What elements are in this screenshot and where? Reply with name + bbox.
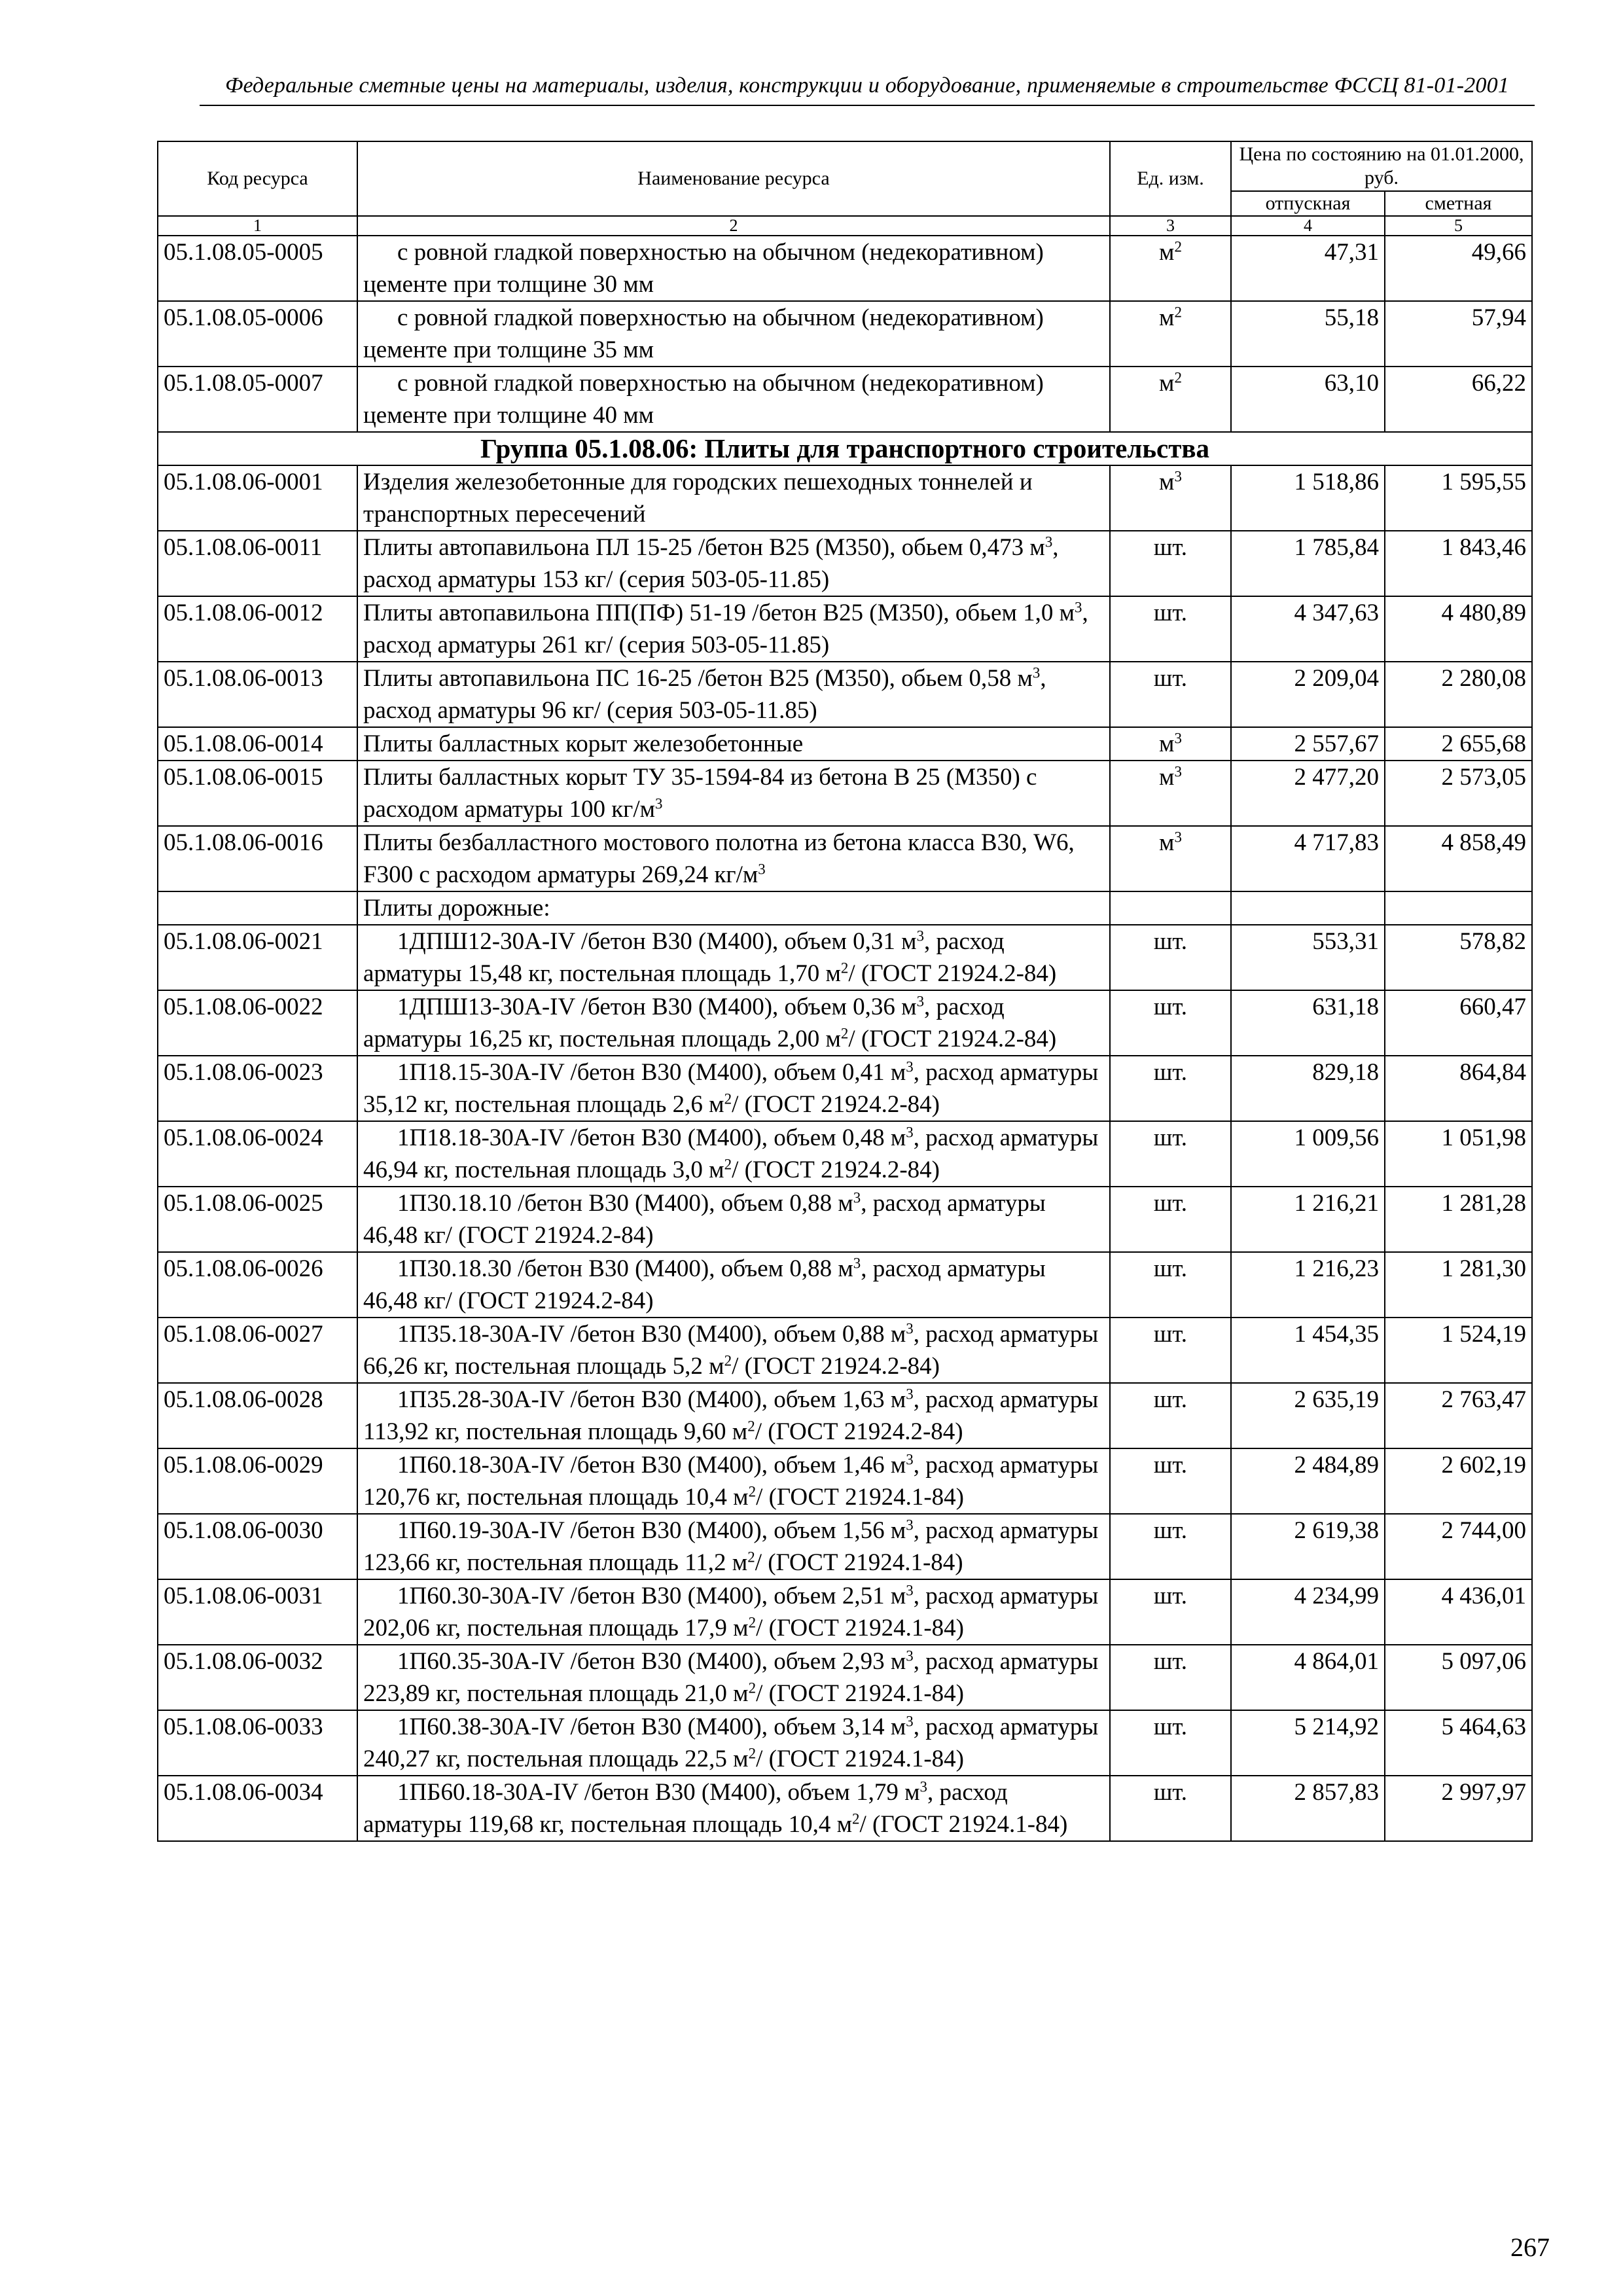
unit-of-measure: [1110, 727, 1231, 761]
column-number: 3: [1110, 216, 1231, 236]
text-segment: , расход арматуры 123,66 кг, постельная площадь 11,2 м: [363, 1517, 1099, 1576]
text-segment: , расход арматуры 35,12 кг, постельная площадь 2,6 м: [363, 1059, 1099, 1118]
text-segment: шт.: [1153, 1190, 1188, 1217]
empty-cell: [1385, 891, 1532, 925]
text-segment: Плиты безбалластного мостового полотна из бетона класса В30, W6, F300 с расходом арматуры 269,24 кг/м: [363, 829, 1075, 888]
resource-code: 05.1.08.06-0029: [158, 1448, 357, 1514]
estimate-price: 57,94: [1385, 301, 1532, 367]
table-row: [158, 662, 1532, 727]
text-segment: , расход арматуры 153 кг/ (серия 503-05-11.85): [363, 534, 1059, 593]
superscript: 3: [1032, 664, 1041, 681]
text-segment: 1П60.38-30А-IV /бетон В30 (М400), объем 3,14 м: [397, 1713, 906, 1740]
resource-code: 05.1.08.05-0007: [158, 367, 357, 432]
unit-of-measure: [1110, 236, 1231, 301]
estimate-price: 578,82: [1385, 925, 1532, 990]
estimate-price: 1 524,19: [1385, 1318, 1532, 1383]
table-row: [158, 826, 1532, 891]
resource-name: [357, 596, 1110, 662]
text-segment: / (ГОСТ 21924.1-84): [756, 1680, 964, 1707]
superscript: 3: [916, 993, 925, 1010]
estimate-price: 5 097,06: [1385, 1645, 1532, 1710]
column-number: 4: [1231, 216, 1385, 236]
text-segment: шт.: [1153, 1386, 1188, 1413]
resource-code: 05.1.08.06-0013: [158, 662, 357, 727]
text-segment: / (ГОСТ 21924.1-84): [756, 1484, 964, 1511]
resource-code: 05.1.08.06-0024: [158, 1121, 357, 1187]
release-price: 1 454,35: [1231, 1318, 1385, 1383]
superscript: 3: [1174, 468, 1182, 485]
text-segment: шт.: [1153, 1648, 1188, 1675]
text-segment: Плиты балластных корыт железобетонные: [363, 730, 804, 757]
release-price: 2 557,67: [1231, 727, 1385, 761]
text-segment: 1П35.18-30А-IV /бетон В30 (М400), объем 0,88 м: [397, 1321, 906, 1348]
unit-of-measure: [1110, 465, 1231, 531]
superscript: 2: [748, 1679, 757, 1696]
text-segment: , расход арматуры 96 кг/ (серия 503-05-11.85): [363, 665, 1046, 724]
estimate-price: 49,66: [1385, 236, 1532, 301]
superscript: 3: [1174, 829, 1182, 846]
superscript: 3: [758, 861, 766, 878]
resource-name: [357, 1776, 1110, 1841]
unit-of-measure: [1110, 1187, 1231, 1252]
table-header: [158, 141, 1532, 236]
release-price: 4 717,83: [1231, 826, 1385, 891]
text-segment: шт.: [1153, 600, 1188, 626]
page-number: 267: [1510, 2233, 1550, 2262]
text-segment: Плиты автопавильона ПЛ 15-25 /бетон В25 (М350), обьем 0,473 м: [363, 534, 1045, 561]
text-segment: Плиты автопавильона ПС 16-25 /бетон В25 (М350), обьем 0,58 м: [363, 665, 1033, 692]
resource-name: [357, 1121, 1110, 1187]
unit-of-measure: [1110, 990, 1231, 1056]
table-row: [158, 1710, 1532, 1776]
resource-name: [357, 301, 1110, 367]
table-row: [158, 236, 1532, 301]
superscript: 3: [906, 1516, 914, 1534]
superscript: 3: [906, 1124, 914, 1141]
unit-of-measure: [1110, 1383, 1231, 1448]
group-heading-row: [158, 432, 1532, 465]
resource-code: 05.1.08.06-0011: [158, 531, 357, 596]
superscript: 3: [1174, 763, 1182, 780]
estimate-price: 1 281,28: [1385, 1187, 1532, 1252]
estimate-price: 1 281,30: [1385, 1252, 1532, 1318]
unit-of-measure: [1110, 761, 1231, 826]
text-segment: , расход арматуры 223,89 кг, постельная площадь 21,0 м: [363, 1648, 1099, 1707]
resource-code: 05.1.08.06-0032: [158, 1645, 357, 1710]
unit-of-measure: [1110, 1776, 1231, 1841]
text-segment: , расход арматуры 261 кг/ (серия 503-05-11.85): [363, 600, 1088, 658]
resource-name: [357, 236, 1110, 301]
text-segment: , расход арматуры 202,06 кг, постельная площадь 17,9 м: [363, 1583, 1099, 1641]
text-segment: шт.: [1153, 1124, 1188, 1151]
superscript: 2: [724, 1090, 732, 1107]
unit-of-measure: [1110, 531, 1231, 596]
text-segment: шт.: [1153, 534, 1188, 561]
table-row: [158, 1121, 1532, 1187]
text-segment: Плиты балластных корыт ТУ 35-1594-84 из бетона В 25 (М350) с расходом арматуры 100 кг/м: [363, 764, 1037, 823]
unit-of-measure: [1110, 1318, 1231, 1383]
release-price: 4 234,99: [1231, 1579, 1385, 1645]
superscript: 3: [1075, 599, 1082, 616]
unit-of-measure: [1110, 1252, 1231, 1318]
release-price: 2 484,89: [1231, 1448, 1385, 1514]
text-segment: шт.: [1153, 1517, 1188, 1544]
group-heading: Группа 05.1.08.06: Плиты для транспортного строительства: [158, 432, 1532, 465]
resource-name: [357, 1579, 1110, 1645]
superscript: 3: [906, 1386, 914, 1403]
header-price: Цена по состоянию на 01.01.2000, руб.: [1231, 141, 1532, 191]
header-code: Код ресурса: [158, 141, 357, 216]
text-segment: , расход арматуры 240,27 кг, постельная площадь 22,5 м: [363, 1713, 1099, 1772]
estimate-price: 5 464,63: [1385, 1710, 1532, 1776]
subheading-code-cell: [158, 891, 357, 925]
text-segment: 1П18.18-30А-IV /бетон В30 (М400), объем 0,48 м: [397, 1124, 906, 1151]
text-segment: 1ДПШ13-30А-IV /бетон В30 (М400), объем 0,36 м: [397, 994, 917, 1020]
text-segment: , расход арматуры 46,48 кг/ (ГОСТ 21924.2-84): [363, 1190, 1046, 1249]
text-segment: , расход арматуры 119,68 кг, постельная площадь 10,4 м: [363, 1779, 1008, 1838]
text-segment: / (ГОСТ 21924.2-84): [848, 960, 1057, 987]
text-segment: шт.: [1153, 1059, 1188, 1086]
table-row: [158, 990, 1532, 1056]
column-number: 1: [158, 216, 357, 236]
unit-of-measure: [1110, 925, 1231, 990]
superscript: 2: [1174, 369, 1182, 386]
resource-code: 05.1.08.06-0022: [158, 990, 357, 1056]
table-row: [158, 1252, 1532, 1318]
resource-name: [357, 367, 1110, 432]
estimate-price: 66,22: [1385, 367, 1532, 432]
resource-code: 05.1.08.06-0033: [158, 1710, 357, 1776]
estimate-price: 2 763,47: [1385, 1383, 1532, 1448]
header-name: Наименование ресурса: [357, 141, 1110, 216]
superscript: 2: [747, 1418, 755, 1435]
superscript: 2: [852, 1810, 860, 1827]
resource-name: [357, 1645, 1110, 1710]
text-segment: м: [1159, 764, 1175, 791]
text-segment: м: [1159, 239, 1175, 266]
resource-code: 05.1.08.06-0023: [158, 1056, 357, 1121]
resource-name: [357, 1187, 1110, 1252]
release-price: 2 619,38: [1231, 1514, 1385, 1579]
table-row: [158, 531, 1532, 596]
resource-name: [357, 1383, 1110, 1448]
estimate-price: 2 602,19: [1385, 1448, 1532, 1514]
text-segment: с ровной гладкой поверхностью на обычном (недекоративном) цементе при толщине 35 мм: [363, 304, 1044, 363]
unit-of-measure: [1110, 1121, 1231, 1187]
header-estimate-price: сметная: [1385, 191, 1532, 216]
text-segment: / (ГОСТ 21924.2-84): [732, 1091, 940, 1118]
estimate-price: 4 480,89: [1385, 596, 1532, 662]
estimate-price: 2 573,05: [1385, 761, 1532, 826]
text-segment: шт.: [1153, 1255, 1188, 1282]
running-header: Федеральные сметные цены на материалы, изделия, конструкции и оборудование, применяемые в строительстве ФССЦ 81-01-2001: [224, 73, 1510, 98]
text-segment: / (ГОСТ 21924.1-84): [859, 1811, 1068, 1838]
text-segment: Плиты автопавильона ПП(ПФ) 51-19 /бетон В25 (М350), обьем 1,0 м: [363, 600, 1075, 626]
table-row: [158, 925, 1532, 990]
estimate-price: 864,84: [1385, 1056, 1532, 1121]
estimate-price: 1 843,46: [1385, 531, 1532, 596]
unit-of-measure: [1110, 1710, 1231, 1776]
superscript: 3: [916, 927, 925, 944]
superscript: 2: [748, 1614, 757, 1631]
estimate-price: 2 280,08: [1385, 662, 1532, 727]
release-price: 2 635,19: [1231, 1383, 1385, 1448]
table-row: [158, 727, 1532, 761]
text-segment: , расход арматуры 66,26 кг, постельная площадь 5,2 м: [363, 1321, 1099, 1380]
superscript: 3: [906, 1451, 914, 1468]
text-segment: с ровной гладкой поверхностью на обычном (недекоративном) цементе при толщине 30 мм: [363, 239, 1044, 298]
header-release-price: отпускная: [1231, 191, 1385, 216]
unit-of-measure: [1110, 1056, 1231, 1121]
text-segment: 1П18.15-30А-IV /бетон В30 (М400), объем 0,41 м: [397, 1059, 906, 1086]
column-number: 5: [1385, 216, 1532, 236]
resource-code: 05.1.08.06-0027: [158, 1318, 357, 1383]
superscript: 2: [748, 1483, 757, 1500]
table-body: [158, 236, 1532, 1841]
resource-code: 05.1.08.06-0025: [158, 1187, 357, 1252]
release-price: 1 785,84: [1231, 531, 1385, 596]
superscript: 3: [906, 1058, 914, 1075]
superscript: 2: [840, 1025, 849, 1042]
superscript: 3: [1044, 533, 1053, 550]
text-segment: 1П35.28-30А-IV /бетон В30 (М400), объем 1,63 м: [397, 1386, 906, 1413]
column-number-row: [158, 216, 1532, 236]
unit-of-measure: [1110, 826, 1231, 891]
unit-of-measure: [1110, 367, 1231, 432]
release-price: 2 857,83: [1231, 1776, 1385, 1841]
table-row: [158, 1318, 1532, 1383]
text-segment: / (ГОСТ 21924.1-84): [755, 1549, 963, 1576]
release-price: 2 209,04: [1231, 662, 1385, 727]
text-segment: , расход арматуры 46,94 кг, постельная площадь 3,0 м: [363, 1124, 1099, 1183]
superscript: 3: [906, 1647, 914, 1664]
text-segment: шт.: [1153, 1321, 1188, 1348]
resource-code: 05.1.08.06-0021: [158, 925, 357, 990]
estimate-price: 1 595,55: [1385, 465, 1532, 531]
unit-of-measure: [1110, 1448, 1231, 1514]
text-segment: шт.: [1153, 928, 1188, 955]
estimate-price: 4 436,01: [1385, 1579, 1532, 1645]
subheading-row: [158, 891, 1532, 925]
resource-code: 05.1.08.06-0031: [158, 1579, 357, 1645]
resource-name: [357, 1710, 1110, 1776]
unit-of-measure: [1110, 301, 1231, 367]
text-segment: , расход арматуры 46,48 кг/ (ГОСТ 21924.2-84): [363, 1255, 1046, 1314]
text-segment: Изделия железобетонные для городских пешеходных тоннелей и транспортных пересечений: [363, 469, 1033, 528]
resource-code: 05.1.08.06-0030: [158, 1514, 357, 1579]
table-row: [158, 761, 1532, 826]
superscript: 3: [853, 1189, 861, 1206]
superscript: 3: [906, 1713, 914, 1730]
table-row: [158, 1187, 1532, 1252]
resource-name: [357, 826, 1110, 891]
text-segment: 1П60.35-30А-IV /бетон В30 (М400), объем 2,93 м: [397, 1648, 906, 1675]
subheading-label: Плиты дорожные:: [357, 891, 1110, 925]
superscript: 2: [748, 1745, 757, 1762]
unit-of-measure: [1110, 596, 1231, 662]
text-segment: 1П60.30-30А-IV /бетон В30 (М400), объем 2,51 м: [397, 1583, 906, 1609]
resource-price-table: [157, 141, 1533, 1842]
release-price: 5 214,92: [1231, 1710, 1385, 1776]
release-price: 4 347,63: [1231, 596, 1385, 662]
resource-name: [357, 1514, 1110, 1579]
text-segment: 1П30.18.10 /бетон В30 (М400), объем 0,88 м: [397, 1190, 853, 1217]
text-segment: 1ПБ60.18-30А-IV /бетон В30 (М400), объем 1,79 м: [397, 1779, 920, 1806]
text-segment: с ровной гладкой поверхностью на обычном (недекоративном) цементе при толщине 40 мм: [363, 370, 1044, 429]
text-segment: , расход арматуры 113,92 кг, постельная площадь 9,60 м: [363, 1386, 1099, 1445]
table-row: [158, 301, 1532, 367]
resource-code: 05.1.08.06-0012: [158, 596, 357, 662]
resource-code: 05.1.08.06-0014: [158, 727, 357, 761]
text-segment: 1П30.18.30 /бетон В30 (М400), объем 0,88 м: [397, 1255, 853, 1282]
resource-code: 05.1.08.06-0026: [158, 1252, 357, 1318]
table-row: [158, 1776, 1532, 1841]
resource-name: [357, 925, 1110, 990]
text-segment: м: [1159, 370, 1175, 397]
release-price: 55,18: [1231, 301, 1385, 367]
release-price: 829,18: [1231, 1056, 1385, 1121]
release-price: 1 216,23: [1231, 1252, 1385, 1318]
text-segment: 1П60.19-30А-IV /бетон В30 (М400), объем 1,56 м: [397, 1517, 906, 1544]
release-price: 2 477,20: [1231, 761, 1385, 826]
unit-of-measure: [1110, 1514, 1231, 1579]
superscript: 3: [655, 795, 663, 812]
estimate-price: 1 051,98: [1385, 1121, 1532, 1187]
estimate-price: 2 997,97: [1385, 1776, 1532, 1841]
superscript: 2: [724, 1352, 732, 1369]
estimate-price: 2 655,68: [1385, 727, 1532, 761]
table-row: [158, 1448, 1532, 1514]
text-segment: 1ДПШ12-30А-IV /бетон В30 (М400), объем 0,31 м: [397, 928, 917, 955]
resource-code: 05.1.08.06-0015: [158, 761, 357, 826]
text-segment: / (ГОСТ 21924.2-84): [732, 1157, 940, 1183]
superscript: 3: [919, 1778, 927, 1795]
text-segment: , расход арматуры 16,25 кг, постельная площадь 2,00 м: [363, 994, 1005, 1052]
header-unit: Ед. изм.: [1110, 141, 1231, 216]
unit-of-measure: [1110, 1645, 1231, 1710]
text-segment: / (ГОСТ 21924.1-84): [756, 1615, 964, 1641]
superscript: 2: [724, 1156, 732, 1173]
resource-name: [357, 1056, 1110, 1121]
text-segment: шт.: [1153, 665, 1188, 692]
text-segment: / (ГОСТ 21924.2-84): [848, 1026, 1057, 1052]
table-row: [158, 465, 1532, 531]
text-segment: м: [1159, 469, 1175, 495]
text-segment: шт.: [1153, 1779, 1188, 1806]
superscript: 2: [840, 960, 849, 977]
text-segment: / (ГОСТ 21924.2-84): [732, 1353, 940, 1380]
table-row: [158, 1383, 1532, 1448]
resource-code: 05.1.08.05-0006: [158, 301, 357, 367]
column-number: 2: [357, 216, 1110, 236]
superscript: 2: [747, 1549, 755, 1566]
table-row: [158, 1056, 1532, 1121]
empty-cell: [1231, 891, 1385, 925]
text-segment: , расход арматуры 120,76 кг, постельная площадь 10,4 м: [363, 1452, 1099, 1511]
text-segment: , расход арматуры 15,48 кг, постельная площадь 1,70 м: [363, 928, 1005, 987]
estimate-price: 660,47: [1385, 990, 1532, 1056]
text-segment: шт.: [1153, 1713, 1188, 1740]
text-segment: / (ГОСТ 21924.2-84): [755, 1418, 963, 1445]
resource-name: [357, 662, 1110, 727]
unit-of-measure: [1110, 1579, 1231, 1645]
resource-name: [357, 727, 1110, 761]
release-price: 4 864,01: [1231, 1645, 1385, 1710]
release-price: 1 009,56: [1231, 1121, 1385, 1187]
table-row: [158, 1645, 1532, 1710]
superscript: 2: [1174, 304, 1182, 321]
superscript: 3: [906, 1320, 914, 1337]
resource-name: [357, 1252, 1110, 1318]
release-price: 553,31: [1231, 925, 1385, 990]
resource-code: 05.1.08.06-0001: [158, 465, 357, 531]
superscript: 2: [1174, 238, 1182, 255]
text-segment: / (ГОСТ 21924.1-84): [756, 1746, 964, 1772]
resource-code: 05.1.08.06-0016: [158, 826, 357, 891]
text-segment: шт.: [1153, 1583, 1188, 1609]
text-segment: м: [1159, 730, 1175, 757]
resource-name: [357, 1448, 1110, 1514]
header-rule: [200, 105, 1535, 106]
table-row: [158, 596, 1532, 662]
resource-code: 05.1.08.06-0034: [158, 1776, 357, 1841]
resource-name: [357, 761, 1110, 826]
resource-name: [357, 531, 1110, 596]
empty-cell: [1110, 891, 1231, 925]
superscript: 3: [906, 1582, 914, 1599]
table-row: [158, 1514, 1532, 1579]
estimate-price: 4 858,49: [1385, 826, 1532, 891]
text-segment: шт.: [1153, 994, 1188, 1020]
text-segment: шт.: [1153, 1452, 1188, 1479]
table-row: [158, 1579, 1532, 1645]
estimate-price: 2 744,00: [1385, 1514, 1532, 1579]
resource-code: 05.1.08.05-0005: [158, 236, 357, 301]
release-price: 47,31: [1231, 236, 1385, 301]
text-segment: м: [1159, 829, 1175, 856]
table-row: [158, 367, 1532, 432]
text-segment: 1П60.18-30А-IV /бетон В30 (М400), объем 1,46 м: [397, 1452, 906, 1479]
resource-name: [357, 1318, 1110, 1383]
release-price: 631,18: [1231, 990, 1385, 1056]
resource-name: [357, 465, 1110, 531]
release-price: 1 216,21: [1231, 1187, 1385, 1252]
text-segment: м: [1159, 304, 1175, 331]
superscript: 3: [853, 1255, 861, 1272]
resource-code: 05.1.08.06-0028: [158, 1383, 357, 1448]
superscript: 3: [1174, 730, 1182, 747]
release-price: 63,10: [1231, 367, 1385, 432]
unit-of-measure: [1110, 662, 1231, 727]
resource-name: [357, 990, 1110, 1056]
release-price: 1 518,86: [1231, 465, 1385, 531]
